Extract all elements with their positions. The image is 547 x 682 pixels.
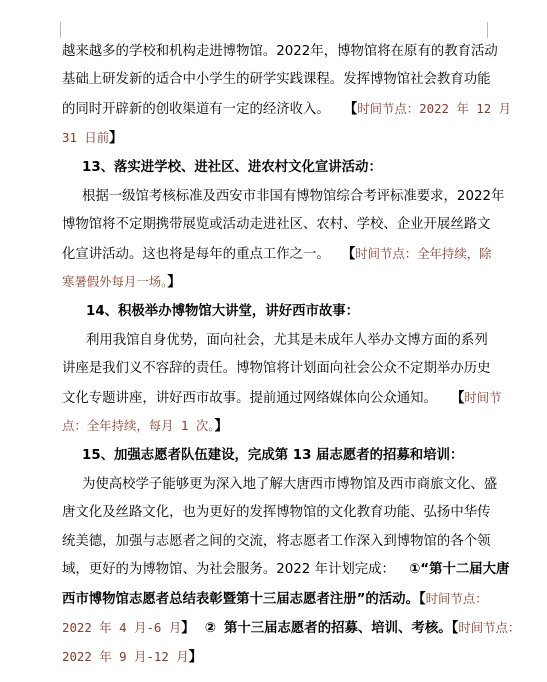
page-corner-mark-right xyxy=(487,22,488,38)
page-corner-mark-left xyxy=(60,22,61,38)
section-heading-14: 14、积极举办博物馆大讲堂，讲好西市故事： xyxy=(86,304,360,319)
time-node-note: 时间节点：2022 年 12 月 xyxy=(357,101,512,116)
paragraph-line: 的同时开辟新的创收渠道有一定的经济收入。 【时间节点：2022 年 12 月 xyxy=(62,101,512,117)
paragraph-line: 31 日前】 xyxy=(62,130,123,146)
paragraph-line: 唐文化及丝路文化，也为更好的发挥博物馆的文化教育功能、弘扬中华传 xyxy=(62,505,491,520)
paragraph-line: 博物馆将不定期携带展览或活动走进社区、农村、学校、企业开展丝路文 xyxy=(62,217,491,232)
paragraph-line: 化宣讲活动。这也将是每年的重点工作之一。 【时间节点：全年持续，除 xyxy=(62,246,492,262)
time-node-note: 时间节点： xyxy=(425,591,488,606)
section-heading-15: 15、加强志愿者队伍建设，完成第 13 届志愿者的招募和培训： xyxy=(82,448,464,463)
paragraph-line: 2022 年 9 月-12 月】 xyxy=(62,649,203,665)
paragraph-line: 基础上研发新的适合中小学生的研学实践课程。发挥博物馆社会教育功能 xyxy=(62,72,491,87)
time-node-note: 时间节点： xyxy=(458,620,521,635)
section-heading-13: 13、落实进学校、进社区、进农村文化宣讲活动： xyxy=(82,160,382,175)
paragraph-line: 越来越多的学校和机构走进博物馆。2022年，博物馆将在原有的教育活动 xyxy=(62,44,498,59)
time-node-note: 2022 年 9 月-12 月 xyxy=(62,649,189,664)
paragraph-line: 点：全年持续，每月 1 次。】 xyxy=(62,418,228,434)
time-node-note: 时间节 xyxy=(464,390,502,405)
paragraph-line: 统美德，加强与志愿者之间的交流，将志愿者工作深入到博物馆的各个领 xyxy=(62,534,491,549)
paragraph-line: 西市博物馆志愿者总结表彰暨第十三届志愿者注册”的活动。【时间节点： xyxy=(62,591,488,607)
paragraph-line: 讲座是我们义不容辞的责任。博物馆将计划面向社会公众不定期举办历史 xyxy=(62,361,491,376)
paragraph-line: 2022 年 4 月-6 月】 ② 第十三届志愿者的招募、培训、考核。【时间节点： xyxy=(62,620,521,636)
time-node-note: 点：全年持续，每月 1 次。 xyxy=(62,418,215,433)
paragraph-line: 寒暑假外每月一场。】 xyxy=(62,274,181,290)
paragraph-line: 利用我馆自身优势，面向社会，尤其是未成年人举办文博方面的系列 xyxy=(86,333,488,348)
time-node-note: 时间节点：全年持续，除 xyxy=(355,246,492,261)
list-item-marker-2: ② xyxy=(204,621,216,636)
paragraph-line: 文化专题讲座，讲好西市故事。提前通过网络媒体向公众通知。 【时间节 xyxy=(62,390,502,406)
time-node-note: 2022 年 4 月-6 月 xyxy=(62,620,182,635)
paragraph-line: 域，更好的为博物馆、为社会服务。2022 年计划完成： ①“第十二届大唐 xyxy=(62,562,510,577)
paragraph-line: 为使高校学子能够更为深入地了解大唐西市博物馆及西市商旅文化、盛 xyxy=(82,477,498,492)
time-node-note: 31 日前 xyxy=(62,130,110,145)
time-node-note: 寒暑假外每月一场。 xyxy=(62,274,168,289)
list-item-marker-1: ①“第十二届大唐 xyxy=(408,562,510,577)
paragraph-line: 根据一级馆考核标准及西安市非国有博物馆综合考评标准要求，2022年 xyxy=(82,189,505,204)
